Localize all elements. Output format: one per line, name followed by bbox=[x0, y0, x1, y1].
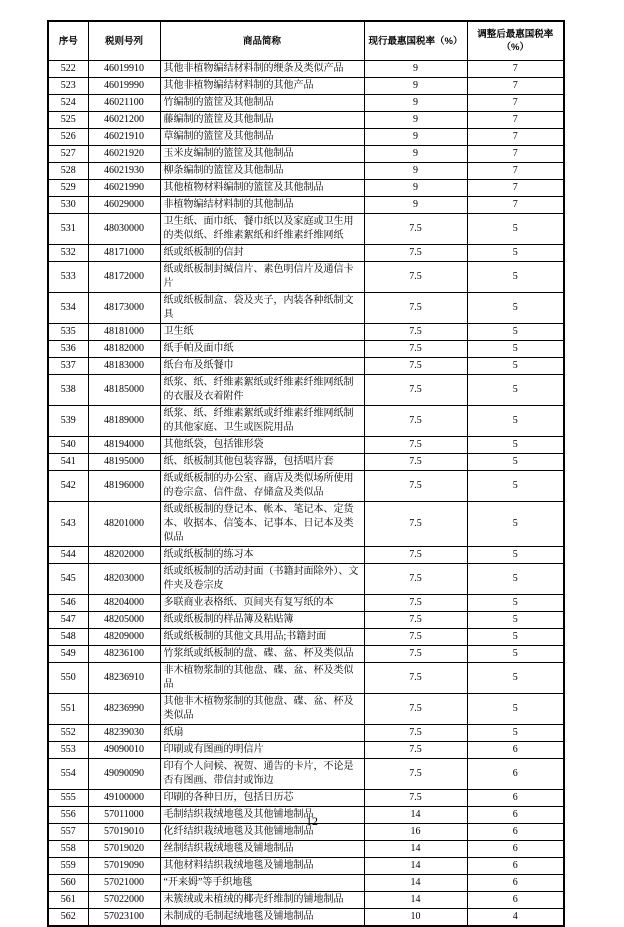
cell-adjusted-rate: 6 bbox=[467, 841, 564, 858]
cell-serial: 545 bbox=[48, 564, 88, 595]
cell-product-name: 藤编制的篮筐及其他制品 bbox=[160, 112, 364, 129]
cell-serial: 560 bbox=[48, 875, 88, 892]
cell-current-rate: 10 bbox=[364, 909, 467, 927]
cell-current-rate: 7.5 bbox=[364, 341, 467, 358]
table-row bbox=[48, 454, 564, 471]
cell-tariff-code: 48205000 bbox=[88, 612, 160, 629]
cell-adjusted-rate: 5 bbox=[467, 262, 564, 293]
cell-product-name: 纸或纸板制的信封 bbox=[160, 245, 364, 262]
cell-tariff-code: 49090090 bbox=[88, 759, 160, 790]
cell-serial: 559 bbox=[48, 858, 88, 875]
cell-serial: 528 bbox=[48, 163, 88, 180]
table-row bbox=[48, 245, 564, 262]
table-row bbox=[48, 595, 564, 612]
cell-adjusted-rate: 5 bbox=[467, 341, 564, 358]
cell-current-rate: 14 bbox=[364, 858, 467, 875]
cell-tariff-code: 57019020 bbox=[88, 841, 160, 858]
cell-tariff-code: 48209000 bbox=[88, 629, 160, 646]
table-row bbox=[48, 293, 564, 324]
cell-serial: 553 bbox=[48, 742, 88, 759]
col-header-adjusted-rate: 调整后最惠国税率（%） bbox=[467, 21, 564, 61]
cell-adjusted-rate: 7 bbox=[467, 163, 564, 180]
table-row bbox=[48, 629, 564, 646]
cell-current-rate: 7.5 bbox=[364, 262, 467, 293]
cell-current-rate: 7.5 bbox=[364, 629, 467, 646]
cell-current-rate: 7.5 bbox=[364, 375, 467, 406]
cell-tariff-code: 49090010 bbox=[88, 742, 160, 759]
cell-serial: 526 bbox=[48, 129, 88, 146]
table-row bbox=[48, 612, 564, 629]
cell-adjusted-rate: 5 bbox=[467, 437, 564, 454]
cell-current-rate: 7.5 bbox=[364, 790, 467, 807]
cell-adjusted-rate: 5 bbox=[467, 358, 564, 375]
cell-serial: 558 bbox=[48, 841, 88, 858]
tariff-rate-table bbox=[47, 20, 565, 927]
cell-product-name: 化纤结织栽绒地毯及其他铺地制品 bbox=[160, 824, 364, 841]
cell-tariff-code: 57021000 bbox=[88, 875, 160, 892]
cell-serial: 523 bbox=[48, 78, 88, 95]
cell-tariff-code: 48201000 bbox=[88, 502, 160, 547]
cell-product-name: 纸或纸板制的样品簿及粘贴簿 bbox=[160, 612, 364, 629]
table-row bbox=[48, 197, 564, 214]
cell-serial: 548 bbox=[48, 629, 88, 646]
table-row bbox=[48, 564, 564, 595]
cell-serial: 525 bbox=[48, 112, 88, 129]
cell-serial: 557 bbox=[48, 824, 88, 841]
cell-current-rate: 9 bbox=[364, 163, 467, 180]
cell-tariff-code: 46021990 bbox=[88, 180, 160, 197]
cell-serial: 546 bbox=[48, 595, 88, 612]
cell-serial: 555 bbox=[48, 790, 88, 807]
cell-tariff-code: 48182000 bbox=[88, 341, 160, 358]
cell-tariff-code: 46029000 bbox=[88, 197, 160, 214]
table-row bbox=[48, 694, 564, 725]
cell-serial: 539 bbox=[48, 406, 88, 437]
cell-adjusted-rate: 5 bbox=[467, 547, 564, 564]
cell-adjusted-rate: 5 bbox=[467, 293, 564, 324]
cell-tariff-code: 48236990 bbox=[88, 694, 160, 725]
cell-tariff-code: 48236910 bbox=[88, 663, 160, 694]
cell-serial: 533 bbox=[48, 262, 88, 293]
table-row bbox=[48, 358, 564, 375]
cell-serial: 549 bbox=[48, 646, 88, 663]
cell-product-name: 卫生纸、面巾纸、餐巾纸以及家庭或卫生用的类似纸、纤维素絮纸和纤维素纤维网纸 bbox=[160, 214, 364, 245]
cell-adjusted-rate: 5 bbox=[467, 375, 564, 406]
cell-tariff-code: 48236100 bbox=[88, 646, 160, 663]
cell-product-name: 其他材料结织栽绒地毯及铺地制品 bbox=[160, 858, 364, 875]
cell-product-name: 纸浆、纸、纤维素絮纸或纤维素纤维网纸制的衣服及衣着附件 bbox=[160, 375, 364, 406]
table-row bbox=[48, 214, 564, 245]
cell-product-name: 纸或纸板制的办公室、商店及类似场所使用的卷宗盒、信件盘、存储盒及类似品 bbox=[160, 471, 364, 502]
table-row bbox=[48, 892, 564, 909]
cell-product-name: 其他纸袋，包括锥形袋 bbox=[160, 437, 364, 454]
table-row bbox=[48, 858, 564, 875]
cell-adjusted-rate: 5 bbox=[467, 694, 564, 725]
cell-adjusted-rate: 6 bbox=[467, 875, 564, 892]
cell-current-rate: 7.5 bbox=[364, 646, 467, 663]
page-number: 12 bbox=[306, 814, 318, 828]
cell-product-name: 纸台布及纸餐巾 bbox=[160, 358, 364, 375]
cell-adjusted-rate: 6 bbox=[467, 742, 564, 759]
cell-current-rate: 9 bbox=[364, 95, 467, 112]
cell-product-name: 纸扇 bbox=[160, 725, 364, 742]
cell-current-rate: 9 bbox=[364, 146, 467, 163]
col-header-tariff-code: 税则号列 bbox=[88, 21, 160, 61]
cell-current-rate: 14 bbox=[364, 892, 467, 909]
cell-tariff-code: 57011000 bbox=[88, 807, 160, 824]
table-body bbox=[48, 61, 564, 927]
cell-serial: 529 bbox=[48, 180, 88, 197]
cell-current-rate: 7.5 bbox=[364, 406, 467, 437]
cell-adjusted-rate: 6 bbox=[467, 790, 564, 807]
table-row bbox=[48, 437, 564, 454]
cell-serial: 550 bbox=[48, 663, 88, 694]
cell-tariff-code: 48204000 bbox=[88, 595, 160, 612]
cell-current-rate: 7.5 bbox=[364, 502, 467, 547]
cell-product-name: 纸或纸板制的活动封面（书籍封面除外）、文件夹及卷宗皮 bbox=[160, 564, 364, 595]
table-row bbox=[48, 502, 564, 547]
cell-adjusted-rate: 6 bbox=[467, 807, 564, 824]
cell-tariff-code: 48189000 bbox=[88, 406, 160, 437]
cell-product-name: 卫生纸 bbox=[160, 324, 364, 341]
cell-tariff-code: 46021200 bbox=[88, 112, 160, 129]
table-row bbox=[48, 646, 564, 663]
cell-adjusted-rate: 7 bbox=[467, 180, 564, 197]
cell-adjusted-rate: 5 bbox=[467, 595, 564, 612]
table-row bbox=[48, 547, 564, 564]
cell-product-name: 印刷或有图画的明信片 bbox=[160, 742, 364, 759]
cell-tariff-code: 48185000 bbox=[88, 375, 160, 406]
cell-product-name: 未制成的毛制起绒地毯及铺地制品 bbox=[160, 909, 364, 927]
cell-serial: 551 bbox=[48, 694, 88, 725]
col-header-serial: 序号 bbox=[48, 21, 88, 61]
cell-adjusted-rate: 5 bbox=[467, 245, 564, 262]
table-row bbox=[48, 163, 564, 180]
cell-product-name: 纸浆、纸、纤维素絮纸或纤维素纤维网纸制的其他家庭、卫生或医院用品 bbox=[160, 406, 364, 437]
cell-tariff-code: 57019090 bbox=[88, 858, 160, 875]
cell-product-name: 丝制结织栽绒地毯及铺地制品 bbox=[160, 841, 364, 858]
cell-current-rate: 14 bbox=[364, 875, 467, 892]
cell-tariff-code: 48194000 bbox=[88, 437, 160, 454]
cell-tariff-code: 48173000 bbox=[88, 293, 160, 324]
cell-tariff-code: 46019910 bbox=[88, 61, 160, 78]
cell-serial: 522 bbox=[48, 61, 88, 78]
table-row bbox=[48, 909, 564, 927]
cell-product-name: 未簇绒或未植绒的椰壳纤维制的铺地制品 bbox=[160, 892, 364, 909]
cell-tariff-code: 46021930 bbox=[88, 163, 160, 180]
cell-adjusted-rate: 6 bbox=[467, 759, 564, 790]
cell-current-rate: 7.5 bbox=[364, 612, 467, 629]
cell-product-name: 玉米皮编制的篮筐及其他制品 bbox=[160, 146, 364, 163]
cell-tariff-code: 57022000 bbox=[88, 892, 160, 909]
cell-serial: 530 bbox=[48, 197, 88, 214]
cell-current-rate: 9 bbox=[364, 112, 467, 129]
cell-product-name: 纸或纸板制盒、袋及夹子，内装各种纸制文具 bbox=[160, 293, 364, 324]
cell-current-rate: 14 bbox=[364, 841, 467, 858]
cell-adjusted-rate: 7 bbox=[467, 129, 564, 146]
table-row bbox=[48, 78, 564, 95]
cell-current-rate: 16 bbox=[364, 824, 467, 841]
cell-serial: 544 bbox=[48, 547, 88, 564]
cell-adjusted-rate: 5 bbox=[467, 612, 564, 629]
cell-current-rate: 7.5 bbox=[364, 694, 467, 725]
cell-product-name: 纸或纸板制封缄信片、素色明信片及通信卡片 bbox=[160, 262, 364, 293]
table-row bbox=[48, 61, 564, 78]
cell-current-rate: 9 bbox=[364, 197, 467, 214]
cell-adjusted-rate: 6 bbox=[467, 892, 564, 909]
cell-tariff-code: 49100000 bbox=[88, 790, 160, 807]
cell-product-name: 非植物编结材料制的其他制品 bbox=[160, 197, 364, 214]
cell-current-rate: 7.5 bbox=[364, 437, 467, 454]
cell-tariff-code: 48203000 bbox=[88, 564, 160, 595]
cell-current-rate: 7.5 bbox=[364, 293, 467, 324]
cell-product-name: 竹编制的篮筐及其他制品 bbox=[160, 95, 364, 112]
cell-serial: 537 bbox=[48, 358, 88, 375]
cell-current-rate: 7.5 bbox=[364, 214, 467, 245]
cell-current-rate: 7.5 bbox=[364, 471, 467, 502]
cell-current-rate: 7.5 bbox=[364, 663, 467, 694]
cell-tariff-code: 48195000 bbox=[88, 454, 160, 471]
cell-product-name: 其他非木植物浆制的其他盘、碟、盆、杯及类似品 bbox=[160, 694, 364, 725]
cell-current-rate: 7.5 bbox=[364, 358, 467, 375]
cell-tariff-code: 48183000 bbox=[88, 358, 160, 375]
table-row bbox=[48, 324, 564, 341]
cell-serial: 552 bbox=[48, 725, 88, 742]
cell-adjusted-rate: 5 bbox=[467, 725, 564, 742]
cell-product-name: 其他非植物编结材料制的其他产品 bbox=[160, 78, 364, 95]
cell-tariff-code: 57019010 bbox=[88, 824, 160, 841]
cell-serial: 527 bbox=[48, 146, 88, 163]
cell-product-name: 印有个人问候、祝贺、通告的卡片，不论是否有图画、带信封或饰边 bbox=[160, 759, 364, 790]
cell-serial: 556 bbox=[48, 807, 88, 824]
table-row bbox=[48, 146, 564, 163]
cell-serial: 524 bbox=[48, 95, 88, 112]
table-row bbox=[48, 742, 564, 759]
table-row bbox=[48, 406, 564, 437]
cell-current-rate: 7.5 bbox=[364, 759, 467, 790]
header-row bbox=[48, 21, 564, 61]
table-row bbox=[48, 262, 564, 293]
cell-serial: 541 bbox=[48, 454, 88, 471]
cell-product-name: 多联商业表格纸、页间夹有复写纸的本 bbox=[160, 595, 364, 612]
cell-current-rate: 9 bbox=[364, 129, 467, 146]
cell-product-name: “开来姆”等手织地毯 bbox=[160, 875, 364, 892]
table-row bbox=[48, 725, 564, 742]
cell-adjusted-rate: 7 bbox=[467, 61, 564, 78]
cell-serial: 538 bbox=[48, 375, 88, 406]
cell-adjusted-rate: 7 bbox=[467, 95, 564, 112]
cell-serial: 535 bbox=[48, 324, 88, 341]
cell-tariff-code: 48172000 bbox=[88, 262, 160, 293]
cell-serial: 543 bbox=[48, 502, 88, 547]
table-row bbox=[48, 875, 564, 892]
cell-adjusted-rate: 5 bbox=[467, 502, 564, 547]
cell-serial: 534 bbox=[48, 293, 88, 324]
cell-serial: 542 bbox=[48, 471, 88, 502]
cell-adjusted-rate: 7 bbox=[467, 112, 564, 129]
cell-adjusted-rate: 5 bbox=[467, 564, 564, 595]
cell-tariff-code: 48202000 bbox=[88, 547, 160, 564]
cell-tariff-code: 48171000 bbox=[88, 245, 160, 262]
table-row bbox=[48, 112, 564, 129]
table-row bbox=[48, 759, 564, 790]
cell-current-rate: 7.5 bbox=[364, 595, 467, 612]
table-row bbox=[48, 95, 564, 112]
table-header bbox=[48, 21, 564, 61]
cell-adjusted-rate: 5 bbox=[467, 663, 564, 694]
cell-current-rate: 7.5 bbox=[364, 245, 467, 262]
cell-adjusted-rate: 5 bbox=[467, 406, 564, 437]
cell-current-rate: 9 bbox=[364, 180, 467, 197]
cell-adjusted-rate: 7 bbox=[467, 78, 564, 95]
cell-current-rate: 7.5 bbox=[364, 547, 467, 564]
cell-product-name: 草编制的篮筐及其他制品 bbox=[160, 129, 364, 146]
cell-current-rate: 7.5 bbox=[364, 564, 467, 595]
cell-adjusted-rate: 5 bbox=[467, 629, 564, 646]
table-row bbox=[48, 129, 564, 146]
cell-adjusted-rate: 5 bbox=[467, 646, 564, 663]
cell-product-name: 纸手帕及面巾纸 bbox=[160, 341, 364, 358]
cell-tariff-code: 57023100 bbox=[88, 909, 160, 927]
cell-adjusted-rate: 7 bbox=[467, 146, 564, 163]
cell-serial: 561 bbox=[48, 892, 88, 909]
cell-adjusted-rate: 4 bbox=[467, 909, 564, 927]
cell-product-name: 印刷的各种日历，包括日历芯 bbox=[160, 790, 364, 807]
col-header-product-name: 商品简称 bbox=[160, 21, 364, 61]
cell-tariff-code: 48030000 bbox=[88, 214, 160, 245]
cell-tariff-code: 46021920 bbox=[88, 146, 160, 163]
cell-tariff-code: 48196000 bbox=[88, 471, 160, 502]
cell-product-name: 其他非植物编结材料制的缏条及类似产品 bbox=[160, 61, 364, 78]
cell-serial: 536 bbox=[48, 341, 88, 358]
cell-current-rate: 9 bbox=[364, 61, 467, 78]
cell-product-name: 纸或纸板制的其他文具用品;书籍封面 bbox=[160, 629, 364, 646]
cell-serial: 554 bbox=[48, 759, 88, 790]
cell-serial: 547 bbox=[48, 612, 88, 629]
table-row bbox=[48, 341, 564, 358]
cell-current-rate: 7.5 bbox=[364, 454, 467, 471]
cell-adjusted-rate: 6 bbox=[467, 858, 564, 875]
cell-serial: 540 bbox=[48, 437, 88, 454]
cell-product-name: 纸、纸板制其他包装容器，包括唱片套 bbox=[160, 454, 364, 471]
cell-tariff-code: 48181000 bbox=[88, 324, 160, 341]
table-row bbox=[48, 375, 564, 406]
cell-tariff-code: 46021910 bbox=[88, 129, 160, 146]
cell-adjusted-rate: 7 bbox=[467, 197, 564, 214]
cell-serial: 562 bbox=[48, 909, 88, 927]
cell-product-name: 纸或纸板制的登记本、帐本、笔记本、定货本、收据本、信笺本、记事本、日记本及类似品 bbox=[160, 502, 364, 547]
cell-product-name: 毛制结织栽绒地毯及其他铺地制品 bbox=[160, 807, 364, 824]
cell-current-rate: 7.5 bbox=[364, 725, 467, 742]
cell-adjusted-rate: 5 bbox=[467, 324, 564, 341]
cell-product-name: 其他植物材料编制的篮筐及其他制品 bbox=[160, 180, 364, 197]
cell-current-rate: 7.5 bbox=[364, 742, 467, 759]
table-row bbox=[48, 471, 564, 502]
cell-tariff-code: 46021100 bbox=[88, 95, 160, 112]
cell-product-name: 竹浆纸或纸板制的盘、碟、盆、杯及类似品 bbox=[160, 646, 364, 663]
cell-adjusted-rate: 5 bbox=[467, 471, 564, 502]
cell-adjusted-rate: 5 bbox=[467, 214, 564, 245]
cell-product-name: 柳条编制的篮筐及其他制品 bbox=[160, 163, 364, 180]
col-header-current-rate: 现行最惠国税率（%） bbox=[364, 21, 467, 61]
table-row bbox=[48, 663, 564, 694]
table-row bbox=[48, 180, 564, 197]
cell-tariff-code: 48239030 bbox=[88, 725, 160, 742]
cell-tariff-code: 46019990 bbox=[88, 78, 160, 95]
cell-adjusted-rate: 5 bbox=[467, 454, 564, 471]
cell-product-name: 纸或纸板制的练习本 bbox=[160, 547, 364, 564]
cell-current-rate: 7.5 bbox=[364, 324, 467, 341]
cell-adjusted-rate: 6 bbox=[467, 824, 564, 841]
cell-serial: 531 bbox=[48, 214, 88, 245]
cell-product-name: 非木植物浆制的其他盘、碟、盆、杯及类似品 bbox=[160, 663, 364, 694]
table-row bbox=[48, 841, 564, 858]
cell-current-rate: 9 bbox=[364, 78, 467, 95]
cell-current-rate: 14 bbox=[364, 807, 467, 824]
cell-serial: 532 bbox=[48, 245, 88, 262]
table-row bbox=[48, 790, 564, 807]
